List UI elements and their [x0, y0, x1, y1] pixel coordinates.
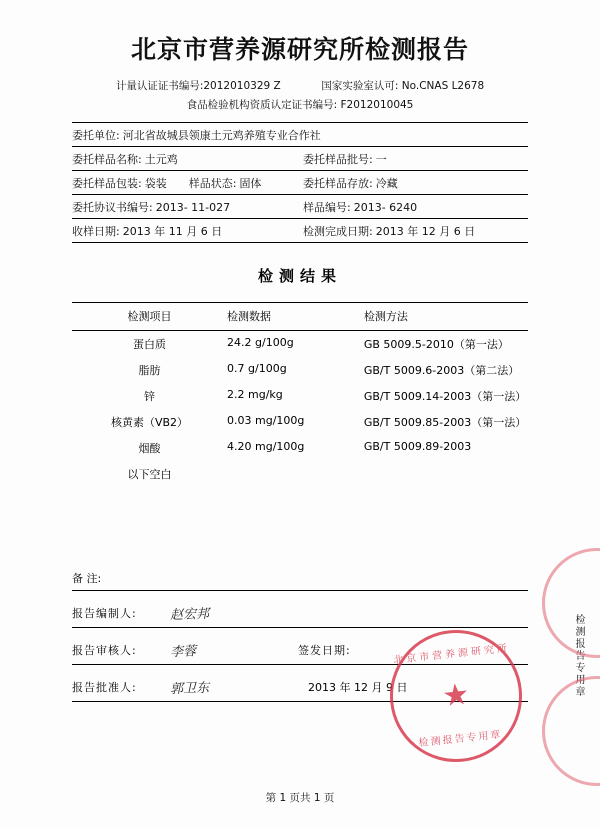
reviewer-label: 报告审核人: [72, 644, 137, 657]
result-method: GB/T 5009.85-2003（第一法） [363, 416, 527, 429]
blank-note-spacer-1 [227, 461, 364, 487]
sample-no-cell [297, 199, 528, 215]
info-row-package [72, 171, 528, 195]
batch-value: 一 [375, 153, 387, 166]
result-method: GB/T 5009.89-2003 [363, 440, 472, 453]
result-item: 锌 [144, 390, 156, 403]
table-row [72, 409, 528, 435]
agreement-cell [72, 199, 297, 215]
package-cell [72, 175, 297, 191]
column-header-method: 检测方法 [364, 303, 528, 331]
approver-label: 报告批准人: [72, 681, 137, 694]
received-date-cell [72, 223, 297, 239]
remark-label: 备 注: [72, 572, 102, 585]
info-row-dates [72, 219, 528, 243]
edge-seal-partial-top [542, 548, 600, 658]
preparer-signature: 赵宏邦 [169, 606, 210, 624]
agreement-label: 委托协议书编号: [72, 201, 153, 214]
sample-no-label: 样品编号: [303, 201, 351, 214]
batch-cell [297, 151, 528, 167]
page-title: 北京市营养源研究所检测报告 [130, 35, 469, 64]
result-data: 0.03 mg/100g [227, 414, 305, 427]
table-row [72, 357, 528, 383]
state-value: 固体 [239, 177, 262, 190]
approver-signature: 郭卫东 [169, 680, 210, 698]
client-label: 委托单位: [72, 129, 120, 142]
storage-value: 冷藏 [375, 177, 398, 190]
blank-note-spacer-2 [364, 461, 528, 487]
certification-line-2: 食品检验机构资质认定证书编号: F2012010045 [186, 99, 414, 111]
completed-date-cell [297, 223, 528, 239]
preparer-label: 报告编制人: [72, 607, 137, 620]
blank-note-row [72, 461, 528, 487]
agreement-value: 2013- 11-027 [155, 201, 231, 214]
results-heading: 检测结果 [257, 267, 342, 285]
result-item: 蛋白质 [133, 338, 167, 351]
batch-label: 委托样品批号: [303, 153, 373, 166]
table-row [72, 383, 528, 409]
package-label: 委托样品包装: [72, 177, 142, 190]
results-table [72, 302, 528, 487]
storage-label: 委托样品存放: [303, 177, 373, 190]
column-header-item: 检测项目 [72, 303, 227, 331]
client-value: 河北省故城县领康土元鸡养殖专业合作社 [122, 129, 321, 142]
blank-note: 以下空白 [127, 468, 172, 481]
result-data: 2.2 mg/kg [227, 388, 283, 401]
reviewer-signature: 李蓉 [169, 644, 197, 661]
result-item: 脂肪 [138, 364, 161, 377]
issue-date-label: 签发日期: [298, 644, 351, 657]
info-block [72, 122, 528, 243]
table-row [72, 331, 528, 358]
remark-row [72, 570, 528, 591]
certification-line-1 [0, 78, 600, 93]
info-row-client [72, 122, 528, 147]
result-item: 核黄素（VB2） [110, 416, 189, 429]
cnas-accreditation-no: 国家实验室认可: No.CNAS L2678 [321, 80, 485, 92]
received-date-value: 2013 年 11 月 6 日 [122, 225, 223, 238]
table-row [72, 435, 528, 461]
metrology-cert-no: 计量认证证书编号:2012010329 Z [115, 80, 281, 92]
side-vertical-text: 检测报告专用章 [573, 614, 584, 698]
info-row-sample-name [72, 147, 528, 171]
results-header-row [72, 303, 528, 331]
issue-date-value: 2013 年 12 月 9 日 [308, 681, 408, 694]
column-header-data: 检测数据 [227, 303, 364, 331]
result-method: GB/T 5009.6-2003（第二法） [363, 364, 520, 377]
completed-date-label: 检测完成日期: [303, 225, 373, 238]
package-value: 袋装 [144, 177, 167, 190]
page-footer: 第 1 页共 1 页 [265, 792, 335, 804]
state-label: 样品状态: [188, 177, 237, 190]
info-row-agreement [72, 195, 528, 219]
result-data: 4.20 mg/100g [227, 440, 305, 453]
result-method: GB/T 5009.14-2003（第一法） [363, 390, 527, 403]
edge-seal-partial-bottom [542, 676, 600, 786]
sample-name-cell [72, 151, 297, 167]
result-data: 24.2 g/100g [227, 336, 294, 349]
storage-cell [297, 175, 528, 191]
sample-name-label: 委托样品名称: [72, 153, 142, 166]
sample-name-value: 土元鸡 [144, 153, 178, 166]
client-cell [72, 127, 528, 143]
preparer-row [72, 591, 528, 628]
stamp-top-text: 北京市营养源研究所 [392, 643, 511, 667]
sample-no-value: 2013- 6240 [353, 201, 418, 214]
star-icon: ★ [440, 676, 472, 715]
result-method: GB 5009.5-2010（第一法） [363, 338, 509, 351]
result-data: 0.7 g/100g [227, 362, 287, 375]
received-date-label: 收样日期: [72, 225, 120, 238]
result-item: 烟酸 [138, 442, 161, 455]
completed-date-value: 2013 年 12 月 6 日 [375, 225, 476, 238]
stamp-bottom-text: 检测报告专用章 [418, 729, 503, 750]
